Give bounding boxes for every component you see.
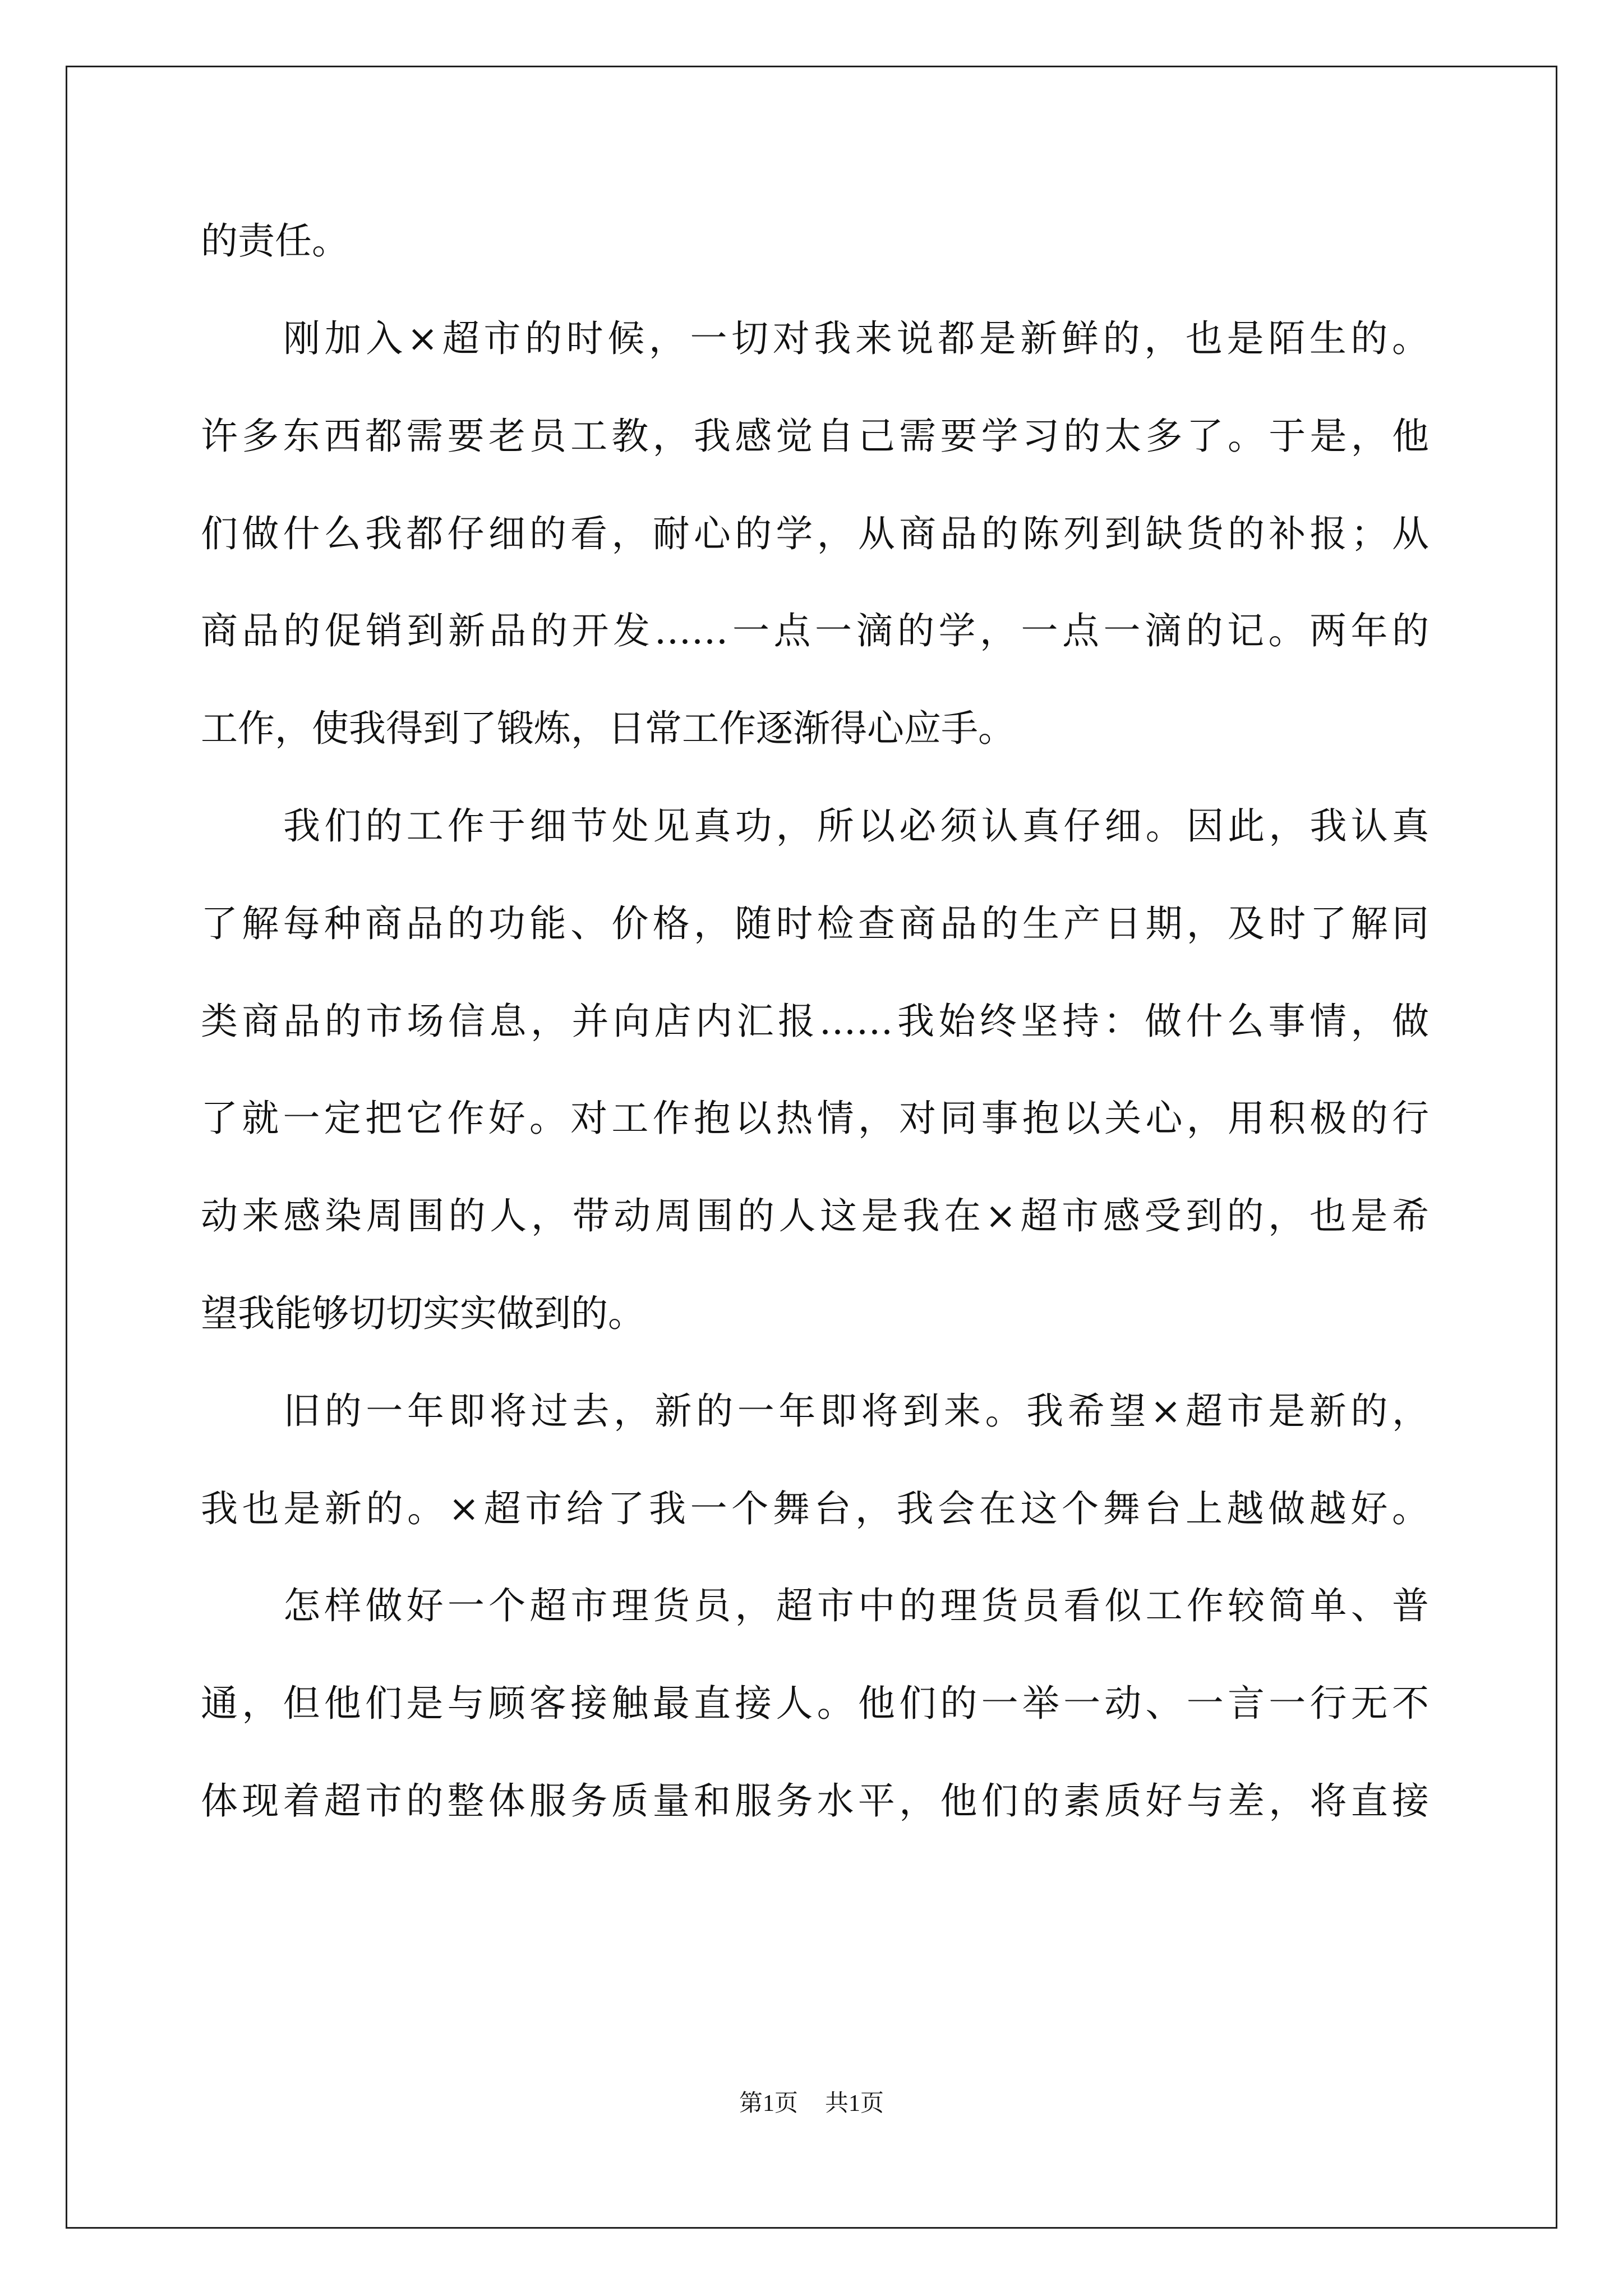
text-line: 工作，使我得到了锻炼，日常工作逐渐得心应手。: [201, 707, 1015, 750]
text-line: 许多东西都需要老员工教，我感觉自己需要学习的太多了。于是，他: [201, 415, 1429, 458]
text-line: 望我能够切切实实做到的。: [201, 1292, 645, 1335]
text-line: 商品的促销到新品的开发……一点一滴的学，一点一滴的记。两年的: [201, 609, 1429, 652]
page-total: 共1页: [825, 2091, 884, 2116]
text-line: 了解每种商品的功能、价格，随时检查商品的生产日期，及时了解同: [201, 902, 1429, 945]
page-number: 第1页: [739, 2091, 798, 2116]
text-line: 了就一定把它作好。对工作抱以热情，对同事抱以关心，用积极的行: [201, 1097, 1429, 1140]
text-line: 们做什么我都仔细的看，耐心的学，从商品的陈列到缺货的补报；从: [201, 512, 1429, 555]
paragraph-first-line: 怎样做好一个超市理货员，超市中的理货员看似工作较简单、普: [283, 1584, 1429, 1627]
text-line: 动来感染周围的人，带动周围的人这是我在×超市感受到的，也是希: [201, 1194, 1429, 1237]
text-line: 体现着超市的整体服务质量和服务水平，他们的素质好与差，将直接: [201, 1779, 1429, 1823]
text-line: 我也是新的。×超市给了我一个舞台，我会在这个舞台上越做越好。: [201, 1487, 1429, 1530]
paragraph-first-line: 刚加入×超市的时候，一切对我来说都是新鲜的，也是陌生的。: [283, 317, 1429, 360]
page-border: [66, 66, 1557, 2229]
page-footer: [0, 2088, 1623, 2119]
text-line: 通，但他们是与顾客接触最直接人。他们的一举一动、一言一行无不: [201, 1682, 1429, 1725]
text-line: 的责任。: [201, 219, 349, 263]
text-line: 类商品的市场信息，并向店内汇报……我始终坚持：做什么事情，做: [201, 1000, 1429, 1043]
paragraph-first-line: 旧的一年即将过去，新的一年即将到来。我希望×超市是新的，: [283, 1389, 1429, 1433]
paragraph-first-line: 我们的工作于细节处见真功，所以必须认真仔细。因此，我认真: [283, 804, 1429, 848]
